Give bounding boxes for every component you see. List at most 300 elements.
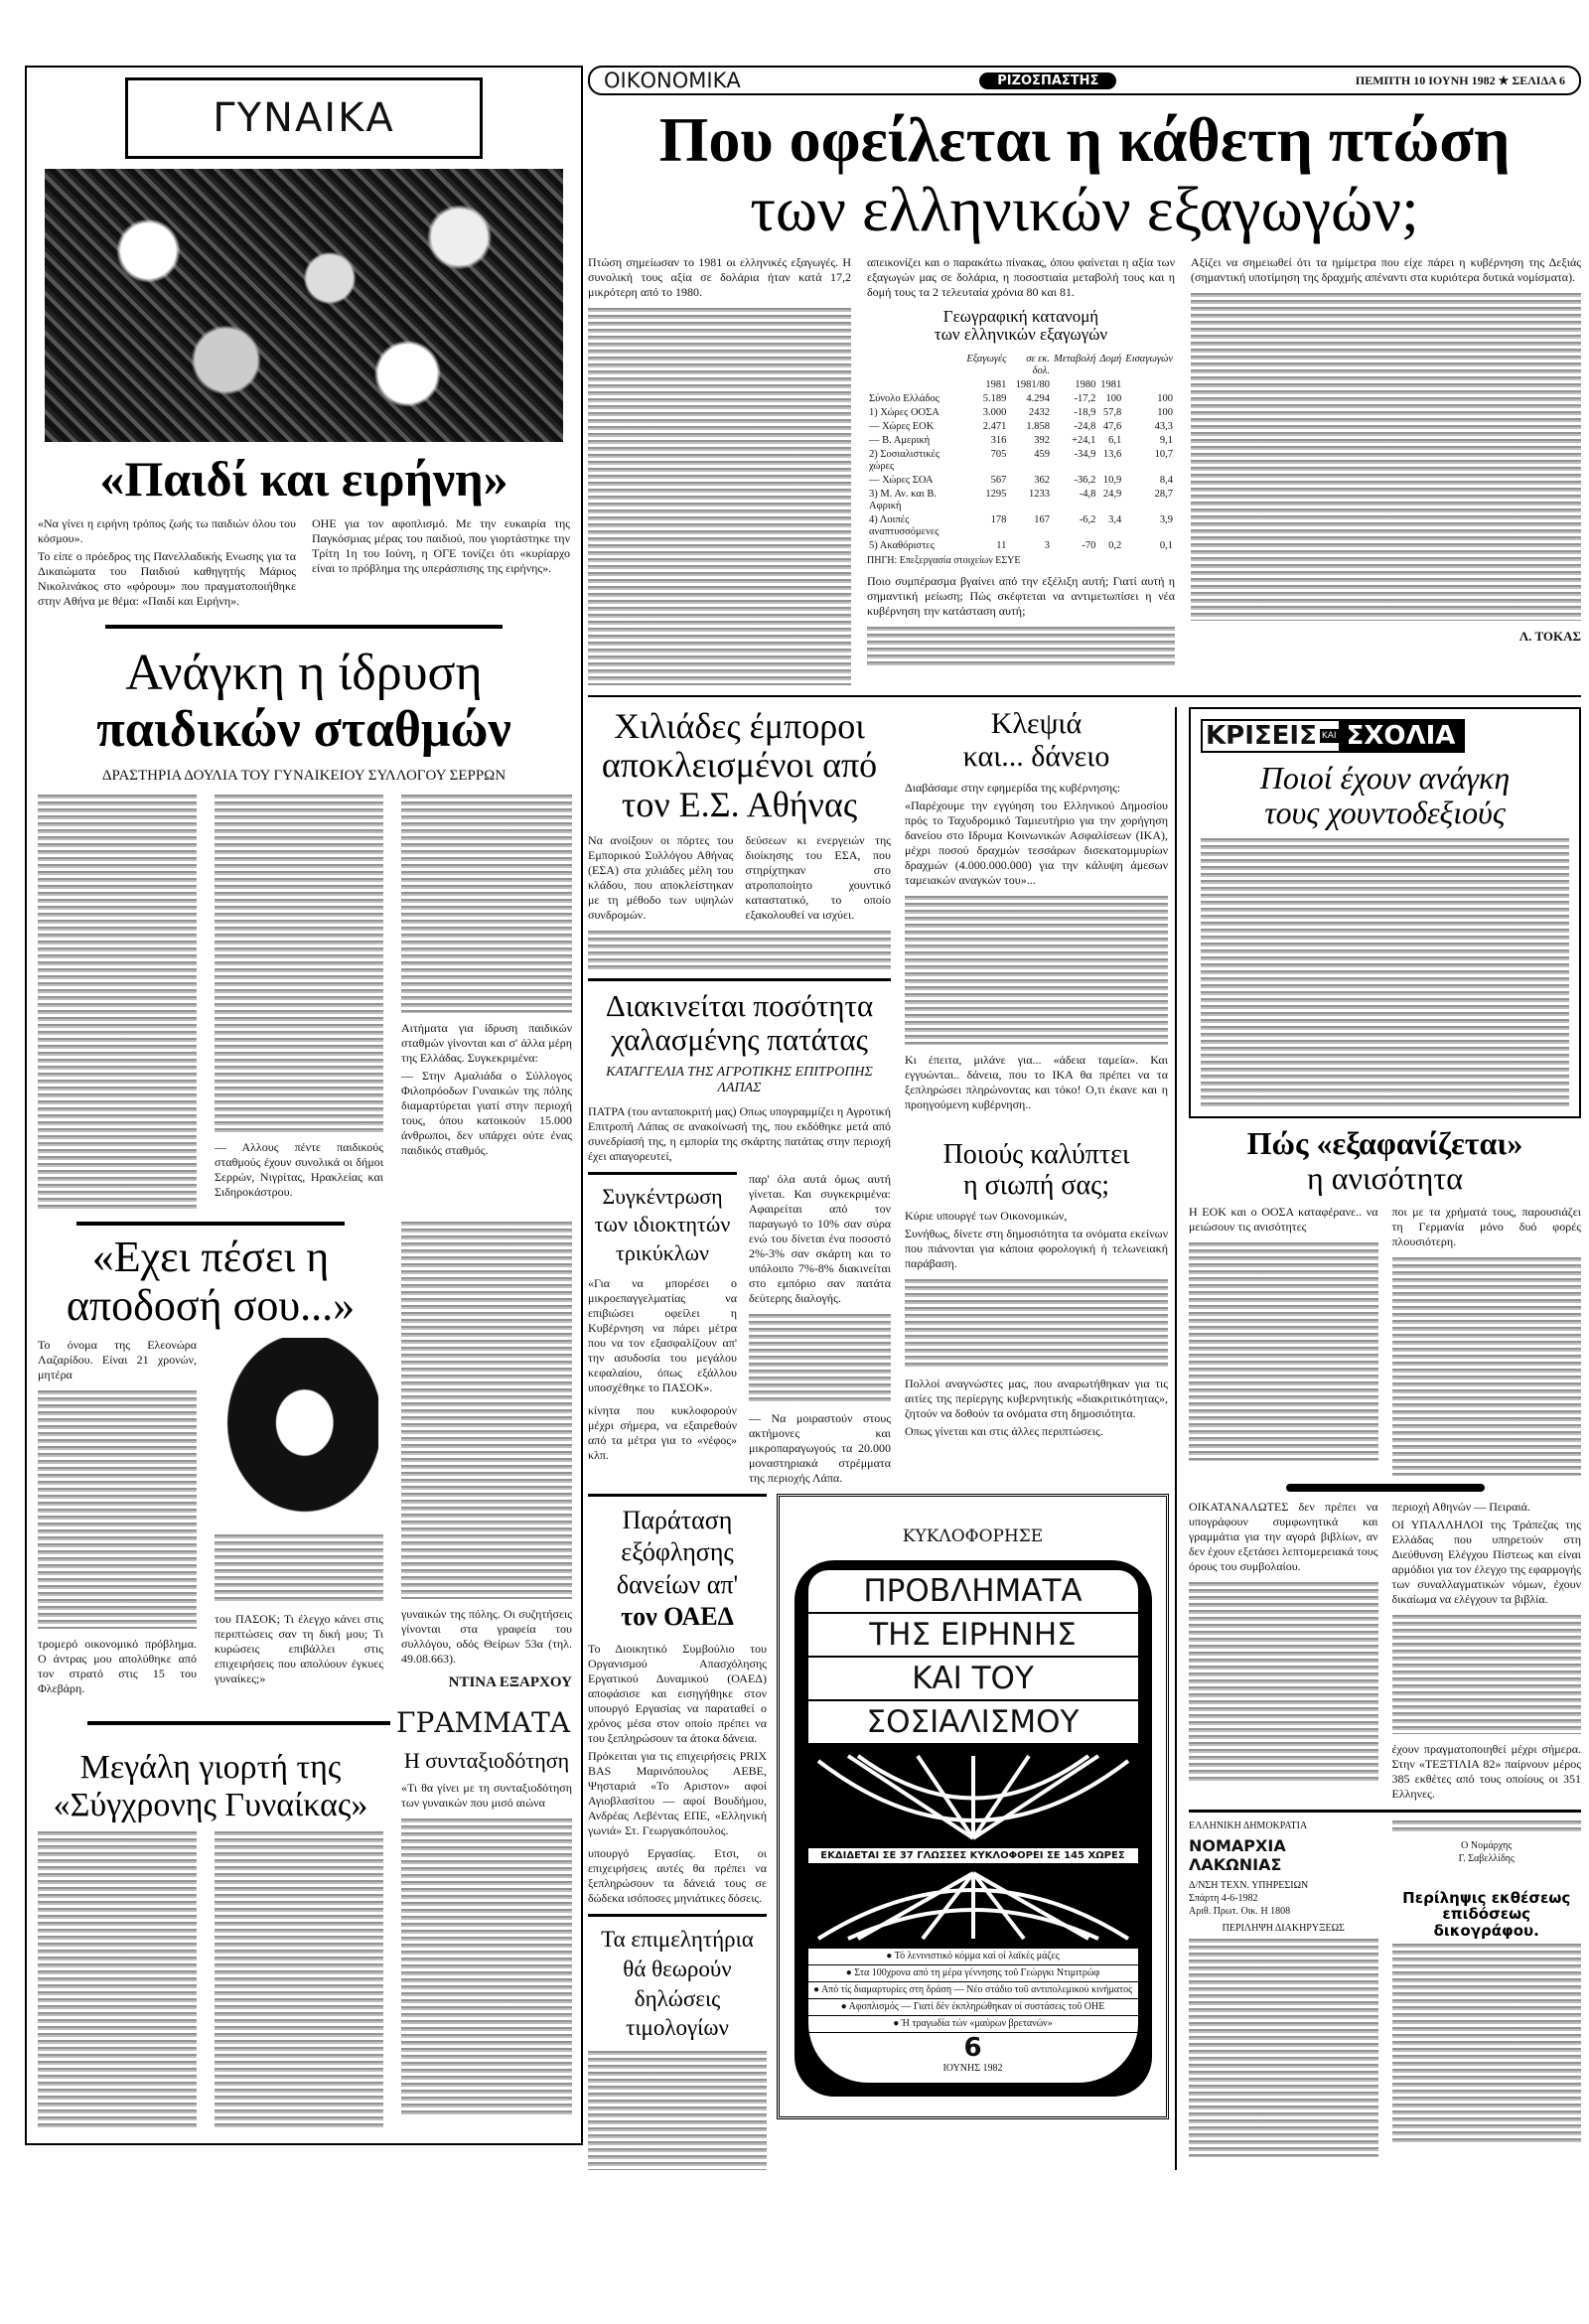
comments-body-texture [1201, 838, 1569, 1106]
woman-portrait-photo [215, 1338, 378, 1526]
middle-col-b [905, 707, 1168, 1440]
pension-headline: Η συνταξιοδότηση [403, 1748, 570, 1774]
potato-body-texture [749, 1314, 891, 1403]
table-cell: 3,4 [1108, 514, 1122, 526]
table-cell: Εισαγωγών [1125, 354, 1173, 365]
peace-headline: «Παιδί και ειρήνη» [99, 451, 508, 507]
exports-table-source: ΠΗΓΗ: Επεξεργασία στοιχείων ΕΣΥΕ [867, 555, 1021, 567]
notices-col1-texture [1189, 1582, 1378, 1781]
silence-paragraph: Πολλοί αναγνώστες μας, που αναρωτήθηκαν για τις αιτίες της περίεργης κυβερνητικής «διακριτικότητας», ζητούν να δοθούν τα ονόματα στη δημοσιότητα. [905, 1377, 1168, 1421]
classified-signer-role: Ο Νομάρχης [1461, 1839, 1513, 1851]
exports-table [867, 353, 1175, 566]
classified-republic: ΕΛΛΗΝΙΚΗ ΔΗΜΟΚΡΑΤΙΑ [1189, 1819, 1308, 1831]
exports-headline-line: των ελληνικών εξαγωγών; [750, 174, 1419, 245]
divider [1189, 1810, 1581, 1813]
table-cell: 3 [1044, 540, 1050, 552]
table-cell: 8,4 [1159, 475, 1173, 487]
table-cell: 2432 [1028, 407, 1050, 419]
inequality-col2 [1392, 1205, 1582, 1476]
merchants-body-col1: Να ανοίξουν οι πόρτες του Εμπορικού Συλλόγου Αθήνας (ΕΣΑ) στα χιλιάδες μέλη του κλάδου, που αποκλείστηκαν με τη μέθοδο των υψηλών συνδρομών. [588, 832, 734, 922]
exports-col1 [588, 255, 851, 685]
inequality-body-col2-texture [1392, 1257, 1582, 1476]
inequality-body [1189, 1205, 1581, 1476]
middle-column [588, 707, 1177, 2171]
table-cell: — Χώρες ΕΟΚ [869, 421, 935, 433]
ad-content-item: ● Από τίς διαμαρτυρίες στη δράση — Νέο στάδιο τοῦ αντιπολεμικού κινήματος [808, 1982, 1138, 1999]
output-col3 [401, 1222, 572, 1691]
table-cell: 1980 [1075, 379, 1096, 391]
table-cell: 5.189 [982, 393, 1007, 405]
table-cell: 57,8 [1102, 407, 1122, 419]
exports-col3 [1191, 255, 1581, 645]
children-crowd-photo [45, 169, 563, 442]
masthead-paper-name: ΡΙΖΟΣΠΑΣΤΗΣ [979, 73, 1116, 89]
divider [588, 1914, 767, 1917]
output-section [38, 1222, 570, 1696]
potato-headline-line: χαλασμένης πατάτας [611, 1021, 868, 1057]
potato-body [749, 1172, 891, 1306]
table-cell: 28,7 [1154, 489, 1173, 501]
exports-body-col1: Πτώση σημείωσαν το 1981 οι ελληνικές εξαγωγές. Η συνολική τους αξία σε δολάρια ήταν κατά 17,2 μικρότερη από το 1980. [588, 254, 851, 299]
table-cell: 9,1 [1159, 435, 1173, 447]
table-cell: 13,6 [1102, 449, 1122, 461]
celebration-body-col1 [38, 1831, 197, 2129]
table-cell: 567 [990, 475, 1007, 487]
silence-body [905, 1209, 1168, 1271]
middle-lower [588, 1494, 1167, 2171]
ad-content-item: ● Στα 100χρονα από τη μέρα γέννησης τοῦ Γεώργκι Ντιμιτρώφ [808, 1965, 1138, 1982]
ad-content-item: ● Αφοπλισμός — Γιατί δέν έκπληρώθηκαν οί συστάσεις τοῦ ΟΗΕ [808, 1999, 1138, 2016]
nursery-body-col3-texture [401, 795, 572, 1013]
nursery-col3 [401, 795, 572, 1158]
magazine-ad [777, 1494, 1169, 2119]
table-cell: 4) Λοιπές αναπτυσσόμενες [869, 514, 939, 538]
masthead-section: ΟΙΚΟΝΟΜΙΚΑ [604, 69, 741, 92]
ad-issue-number: 6 [963, 2032, 982, 2063]
inequality-headline [1189, 1126, 1581, 1196]
output-body-col1-texture [38, 1390, 197, 1629]
notices-col2 [1392, 1500, 1582, 1607]
inequality-body-col1: Η ΕΟΚ και ο ΟΟΣΑ καταφέρανε.. να μειώσουν τις ανισότητες [1189, 1204, 1378, 1234]
right-column [1189, 707, 1581, 2157]
table-cell: — Χώρες ΣΟΑ [869, 475, 934, 487]
theft-headline-line: και... δάνειο [962, 739, 1110, 773]
table-cell: 43,3 [1154, 421, 1173, 433]
theft-headline [905, 707, 1168, 773]
table-cell: 1981 [985, 379, 1007, 391]
globe-grid-icon [808, 1751, 1138, 1840]
output-col3-texture [401, 1222, 572, 1599]
table-header-row [867, 378, 1175, 392]
potato-headline-line: Διακινείται ποσότητα [605, 987, 874, 1023]
table-cell: 3.000 [982, 407, 1007, 419]
nursery-body-col3 [401, 1021, 572, 1158]
classified-signer: Γ. Σαβελλίδης [1458, 1852, 1515, 1864]
nursery-body-col1-texture [38, 795, 197, 1212]
merchants-body-col2: δεύσεων κι ενεργειών της διοίκησης του ΕΣΑ, που στηρίχτηκαν στο ατροποποίητο χουντικό καταστατικό, το οποίο εξακολουθεί να ισχύει. [745, 832, 891, 922]
output-body-col2-texture [215, 1534, 383, 1604]
theft-paragraph: «Παρέχουμε την εγγύηση του Ελληνικού Δημοσίου πρός το Ταχυδρομικό Ταμιευτήριο για την χορήγηση δανείου στο Ιδρυμα Κοινωνικών Ασφαλίσεων (ΙΚΑ), μέχρι ποσού δραχμών τεσσάρων δισεκατομμυρίων δραχμών (4.000.000.000) για την κάλυψη άμεσων ταμειακών αναγκών του»... [905, 798, 1168, 887]
chambers-body-texture [588, 2051, 767, 2170]
comments-label-and: ΚΑΙ [1321, 730, 1337, 741]
summary-title-line: Περίληψις εκθέσεως [1402, 1888, 1571, 1907]
exports-body [588, 255, 1581, 685]
table-cell: σε εκ. δολ. [1026, 354, 1050, 377]
table-row [867, 420, 1175, 434]
comments-label-comments: ΣΧΟΛΙΑ [1339, 721, 1464, 751]
table-cell: 1295 [985, 489, 1007, 501]
merchants-headline-line: τον Ε.Σ. Αθήνας [621, 784, 858, 824]
pension-body: «Τι θα γίνει με τη συνταξιοδότηση των γυναικών που μισό αιώνα [401, 1781, 572, 1811]
tricycles-body: «Για να μπορέσει ο μικροεπαγγελματίας να επιβιώσει οφείλει η Κυβέρνηση να πάρει μέτρα που να τον εξασφαλίζουν απ' την ασυδοσία του μεγάλου κεφαλαίου, όπως εξάλλου υποσχέθηκε το ΠΑΣΟΚ». [588, 1275, 737, 1394]
oaed-headline-line: τον ΟΑΕΔ [621, 1602, 734, 1632]
notice-textile: έχουν πραγματοποιηθεί μέχρι σήμερα. Στην «ΤΕΞΤΙΛΙΑ 82» παίρνουν μέρος 385 εκθέτες από τους οποίους οι 351 Ελληνες. [1391, 1741, 1581, 1801]
table-cell: 24,9 [1102, 489, 1122, 501]
exports-col2 [867, 255, 1175, 666]
classified-notice-texture [1189, 1939, 1378, 2157]
table-cell: +24,1 [1072, 435, 1096, 447]
classified-right-texture [1392, 1820, 1582, 1834]
silence-paragraph: Συνήθως, δίνετε στη δημοσιότητα τα ονόματα εκείνων που πιάνονται για κάποια φορολογική ή τελωνειακή παράβαση. [905, 1227, 1168, 1271]
peace-paragraph: Το είπε ο πρόεδρος της Πανελλαδικής Ενωσης για τα Δικαιώματα του Παιδιού καθηγητής Μάριος Νικολινάκος στο «φόρουμ» που πραγματοποιήθηκε στην Αθήνα με θέμα: «Παιδί και Ειρήνη». [38, 549, 296, 608]
table-cell: 0,2 [1108, 540, 1122, 552]
table-cell: Δομή [1099, 354, 1122, 365]
table-cell: -4,8 [1079, 489, 1096, 501]
exports-body-col1-texture [588, 308, 851, 685]
divider [87, 1721, 390, 1725]
oaed-headline-line: εξόφλησης [621, 1537, 734, 1567]
theft-headline-line: Κλεψιά [990, 706, 1083, 740]
nursery-headline-line: παιδικών σταθμών [96, 701, 511, 759]
classified-signature [1392, 1839, 1582, 1865]
table-row [867, 434, 1175, 448]
table-cell: 178 [990, 514, 1007, 526]
comments-headline-line: Ποιοί έχουν ανάγκη [1259, 759, 1511, 796]
output-body-col1: Το όνομα της Ελεονώρα Λαζαρίδου. Είναι 21 χρονών, μητέρα [38, 1338, 197, 1382]
divider [76, 1222, 345, 1226]
table-row [867, 539, 1175, 553]
output-body-col1b: τρομερό οικονομικό πρόβλημα. Ο άντρας μου απολύθηκε από τον στρατό στις 15 του Φλεβάρη. [38, 1637, 197, 1696]
table-cell: 3) Μ. Αν. και Β. Αφρική [869, 489, 937, 512]
exports-author: Λ. ΤΟΚΑΣ [1518, 628, 1581, 644]
table-cell: 100 [1105, 393, 1122, 405]
oaed-paragraph: Το Διοικητικό Συμβούλιο του Οργανισμού Απασχόλησης Εργατικού Δυναμικού (ΟΑΕΔ) αποφάσισε και εισηγήθηκε στον υπουργό Εργασίας να παραταθεί ο χρόνος μέσα στον οποίο πρέπει να του ξεπληρώσουν τα άτοκα δάνεια. [588, 1641, 767, 1745]
exports-headline-line: Που οφείλεται η κάθετη πτώση [658, 104, 1511, 175]
silence-headline-line: Ποιούς καλύπτει [942, 1138, 1130, 1170]
table-cell: 10,7 [1154, 449, 1173, 461]
nursery-body-col2: — Αλλους πέντε παιδικούς σταθμούς έχουν συνολικά οι δήμοι Σερρών, Νιγρίτας, Ηρακλείας και Σιδηροκάστρου. [215, 1140, 383, 1200]
table-cell: 1981 [1100, 379, 1122, 391]
exports-table-title [867, 308, 1175, 345]
divider [588, 1494, 767, 1497]
oaed-body-end: υπουργό Εργασίας. Ετσι, οι επιχειρήσεις αυτές θα πρέπει να ξεπληρώσουν τα δάνειά τους σε δώδεκα ισόποσες μηνιάτικες δόσεις. [588, 1845, 767, 1905]
comments-headline [1201, 761, 1569, 830]
table-cell: 316 [990, 435, 1007, 447]
divider [105, 625, 503, 629]
ad-content-item: ● Ή τραγωδία τών «μαύρων βρετανών» [808, 2016, 1138, 2033]
chambers-headline-line: Τα επιμελητήρια [601, 1926, 754, 1952]
theft-body [905, 781, 1168, 888]
merchants-headline-line: αποκλεισμένοι από [601, 745, 878, 786]
table-cell: 459 [1034, 449, 1050, 461]
oaed-body [588, 1642, 767, 1838]
women-section-label-box [125, 77, 483, 159]
potato-lead: ΠΑΤΡΑ (του ανταποκριτή μας) Οπως υπογραμμίζει η Αγροτική Επιτροπή Λάπας σε ανακοίνωσή της, που εκδόθηκε μετά από συνεδρίασή της, η εμπορία της σκάρτης πατάτας στην περιοχή έχει απαγορευτεί, [588, 1103, 891, 1163]
silence-body-end [905, 1377, 1168, 1439]
chambers-headline [588, 1925, 767, 2044]
table-title-line: Γεωγραφική κατανομή [942, 306, 1099, 326]
classified-summary-texture [1392, 1944, 1582, 2142]
table-cell: 1.858 [1026, 421, 1050, 433]
oaed-headline-line: δανείων απ' [616, 1569, 739, 1599]
classified-left [1189, 1820, 1378, 2157]
table-cell: 1233 [1028, 489, 1050, 501]
oaed-headline [588, 1505, 767, 1634]
table-cell: -36,2 [1074, 475, 1096, 487]
table-cell: 705 [990, 449, 1007, 461]
potato-headline [588, 989, 891, 1057]
comments-banner [1201, 719, 1465, 753]
divider [1286, 1484, 1485, 1492]
table-cell: 362 [1034, 475, 1050, 487]
ad-title-line: ΠΡΟΒΛΗΜΑΤΑ [808, 1570, 1138, 1614]
output-headline [38, 1234, 383, 1330]
nursery-subtitle: ΔΡΑΣΤΗΡΙΑ ΔΟΥΛΙΑ ΤΟΥ ΓΥΝΑΙΚΕΙΟΥ ΣΥΛΛΟΓΟΥ ΣΕΡΡΩΝ [101, 768, 506, 785]
table-cell [867, 378, 964, 392]
table-cell: 100 [1157, 407, 1173, 419]
classified-right [1392, 1820, 1582, 2143]
exports-body-col2: απεικονίζει και ο παρακάτω πίνακας, όπου φαίνεται η αξία των εξαγωγών μας σε δολάρια, η ποσοστιαία μεταβολή τους και η δομή τους τα 2 τελευταία χρόνια 80 και 81. [867, 254, 1175, 299]
celebration-body-col2 [215, 1831, 383, 2129]
notices-col1-wrap [1189, 1500, 1378, 1781]
theft-body-end: Κι έπειτα, μιλάνε για... «άδεια ταμεία». Και εγγυώνται.. δάνεια, που το ΙΚΑ θα πρέπει να τα ξεπληρώσει πληρώνοντας και τόκο! Ο,τι έκανε και η προηγούμενη κυβέρνηση.. [905, 1052, 1168, 1111]
inequality-headline-line: η ανισότητα [1306, 1160, 1464, 1197]
tricycles-body-end: κίνητα που κυκλοφορούν μέχρι σήμερα, να εξαιρεθούν από τα μέτρα για το «νέφος» κλπ. [588, 1402, 737, 1462]
classified-date: Σπάρτη 4-6-1982 [1189, 1892, 1258, 1904]
table-cell: -34,9 [1074, 449, 1096, 461]
classifieds [1189, 1820, 1581, 2157]
ad-globe [794, 1560, 1152, 2097]
table-cell: 167 [1034, 514, 1050, 526]
table-row [867, 392, 1175, 406]
peace-paragraph: «Να γίνει η ειρήνη τρόπος ζωής τω παιδιών όλου του κόσμου». [38, 516, 296, 545]
table-row [867, 513, 1175, 539]
letters-row [38, 1706, 570, 1739]
peace-body-col1 [38, 516, 296, 609]
divider [588, 1172, 737, 1175]
table-cell: 10,9 [1102, 475, 1122, 487]
notice-consumers: ΟΙΚΑΤΑΝΑΛΩΤΕΣ δεν πρέπει να υπογράφουν συμφωνητικά και γραμμάτια για την αγορά βιβλίων, αν δεν έχουν εξετάσει λεπτομερειακά τους όρους του συμβολαίου. [1189, 1499, 1378, 1573]
table-cell: -17,2 [1074, 393, 1096, 405]
table-cell: — Β. Αμερική [869, 435, 931, 447]
tricycles-headline-line: των ιδιοκτητών [594, 1212, 731, 1237]
nursery-paragraph: — Στην Αμαλιάδα ο Σύλλογος Φιλοπρόοδων Γυναικών της πόλης διαμαρτύρεται γιατί στην περιοχή τους, όπου κατοικούν 15.000 άνθρωποι, δεν υπάρχει ούτε ένας παιδικός σταθμός. [401, 1069, 572, 1158]
ad-title-line: ΚΑΙ ΤΟΥ [808, 1658, 1138, 1701]
tricycles-col [588, 1172, 737, 1463]
output-col2 [215, 1338, 383, 1686]
celebration-section [38, 1749, 570, 2129]
theft-paragraph: Διαβάσαμε στην εφημερίδα της κυβέρνησης: [905, 780, 1121, 795]
notice-paragraph: ΟΙ ΥΠΑΛΛΗΛΟΙ της Τράπεζας της Ελλάδας που υπηρετούν στη Διεύθυνση Ελέγχου Πίστεως και είναι αρμόδιοι για τον έλεγχο της εφαρμογής των συναλλαγματικών νόμων, έχουν δικαίωμα να ελέγχουν τα βιβλία. [1391, 1517, 1581, 1606]
table-cell: 11 [996, 540, 1007, 552]
ad-contents [808, 1949, 1138, 2083]
masthead-date-page: ΠΕΜΠΤΗ 10 ΙΟΥΝΗ 1982 ★ ΣΕΛΙΔΑ 6 [1355, 73, 1565, 87]
ad-kicker: ΚΥΚΛΟΦΟΡΗΣΕ [902, 1525, 1044, 1546]
table-header-row [867, 353, 1175, 378]
exports-data-table [867, 353, 1175, 553]
output-body-col3: γυναικών της πόλης. Οι συζητήσεις γίνονται στα γραφεία του συλλόγου, οδός Θείρων 53α (τηλ. 49.08.663). [401, 1607, 572, 1667]
nursery-body-col1 [38, 795, 197, 1212]
peace-paragraph: ΟΗΕ για τον αφοπλισμό. Με την ευκαιρία της Παγκόσμιας μέρας του παιδιού, που γιορτάστηκε την Τρίτη 1η του Ιούνη, η ΟΓΕ τονίζει ότι «κυρίαρχο είναι το πρόβλημα της υπεράσπισης της ειρήνης». [312, 516, 570, 575]
ad-content-item: ● Τό λενινιστικό κόμμα καί οί λαϊκές μάζες [808, 1949, 1138, 1965]
table-row [867, 488, 1175, 513]
table-cell: -6,2 [1079, 514, 1096, 526]
table-cell: 1981/80 [1015, 379, 1050, 391]
output-headline-line: «Εχει πέσει η [91, 1233, 330, 1282]
chambers-headline-line: δηλώσεις [634, 1985, 721, 2011]
merchants-headline [588, 707, 891, 825]
pension-col [401, 1749, 572, 2116]
peace-body [38, 516, 570, 609]
table-cell: 100 [1157, 393, 1173, 405]
output-author: ΝΤΙΝΑ ΕΞΑΡΧΟΥ [448, 1674, 572, 1691]
table-row [867, 448, 1175, 474]
women-section-label: ΓΥΝΑΙΚΑ [213, 95, 395, 141]
table-cell: Εξαγωγές [966, 354, 1007, 365]
globe-grid-lower-icon [808, 1871, 1138, 1941]
summary-title-line: επιδόσεως δικογράφου. [1433, 1905, 1539, 1940]
merchants-headline-line: Χιλιάδες έμποροι [614, 705, 865, 746]
ad-title [808, 1570, 1138, 1743]
table-cell: -70 [1082, 540, 1096, 552]
ad-title-line: ΣΟΣΙΑΛΙΣΜΟΥ [866, 1703, 1080, 1740]
table-cell: 1) Χώρες ΟΟΣΑ [869, 407, 939, 419]
pension-body-texture [401, 1818, 572, 2116]
output-col1 [38, 1338, 197, 1696]
divider [588, 978, 891, 981]
inequality-col1 [1189, 1205, 1378, 1461]
table-cell: 4.294 [1026, 393, 1050, 405]
table-cell [1123, 378, 1175, 392]
oaed-col [588, 1494, 767, 2171]
tricycles-headline-line: τρικύκλων [616, 1239, 709, 1265]
economics-part [588, 66, 1581, 2170]
silence-body-texture [905, 1279, 1168, 1369]
table-cell: 0,1 [1159, 540, 1173, 552]
potato-subtitle: ΚΑΤΑΓΓΕΛΙΑ ΤΗΣ ΑΓΡΟΤΙΚΗΣ ΕΠΙΤΡΟΠΗΣ ΛΑΠΑΣ [606, 1064, 873, 1095]
exports-body-col2-texture [867, 627, 1175, 666]
exports-body-col3: Αξίζει να σημειωθεί ότι τα ημίμετρα που είχε πάρει η κυβέρνηση της Δεξιάς (σημαντική υποτίμηση της δραχμής απέναντι στα κυριότερα δυτικά νομίσματα). [1191, 254, 1581, 284]
ad-band: ΕΚΔΙΔΕΤΑΙ ΣΕ 37 ΓΛΩΣΣΕΣ ΚΥΚΛΟΦΟΡΕΙ ΣΕ 145 ΧΩΡΕΣ [808, 1848, 1138, 1863]
silence-headline-line: η σιωπή σας; [962, 1169, 1110, 1201]
potato-demand: — Να μοιραστούν στους ακτήμονες και μικροπαραγωγούς τα 20.000 μοναστηριακά στρέμματα της περιοχής Λάπα. [749, 1410, 891, 1485]
exports-body-col3-texture [1191, 293, 1581, 621]
exports-body-col2b: Ποιο συμπέρασμα βγαίνει από την εξέλιξη αυτή; Γιατί αυτή η σημαντική μείωση; Πώς σκέφτεται να αντιμετωπίσει η νέα κυβέρνηση την κατάσταση αυτή; [867, 574, 1175, 619]
nursery-col2 [215, 795, 383, 1200]
celebration-headline [38, 1749, 383, 1823]
nursery-headline-line: Ανάγκη η ίδρυση [125, 645, 483, 701]
table-cell: 3,9 [1159, 514, 1173, 526]
classified-meta [1189, 1879, 1378, 1918]
letters-label: ΓΡΑΜΜΑΤΑ [396, 1706, 570, 1740]
potato-lower [588, 1172, 891, 1486]
celebration-headline-line: Μεγάλη γιορτή της [79, 1749, 342, 1787]
middle-col-a [588, 707, 891, 1486]
notice-paragraph: περιοχή Αθηνών — Πειραιά. [1391, 1499, 1530, 1514]
tricycles-headline-line: Συγκέντρωση [602, 1183, 723, 1209]
table-row [867, 406, 1175, 420]
potato-paragraph: παρ' όλα αυτά όμως αυτή γίνεται. Και συγκεκριμένα: Αφαιρείται από τον παραγωγό το 10% σαν σύρα ενώ του δίνεται ένα ποσοστό 2%-3% σαν σκάρτη και το υπόλοιπο 7%-8% διακινείται στο εμπόριο σαν πατάτα δεύτερης διαλογής. [749, 1171, 891, 1305]
table-cell: 47,6 [1102, 421, 1122, 433]
nursery-headline [38, 645, 570, 758]
ad-title-line: ΤΗΣ ΕΙΡΗΝΗΣ [808, 1614, 1138, 1658]
table-cell: -24,8 [1074, 421, 1096, 433]
classified-dept: Δ/ΝΣΗ ΤΕΧΝ. ΥΠΗΡΕΣΙΩΝ [1189, 1879, 1309, 1891]
output-head [38, 1222, 383, 1330]
exports-headline [588, 105, 1581, 245]
comments-box [1189, 707, 1581, 1118]
left-column [25, 66, 583, 2145]
table-cell: 5) Ακαθόριστες [869, 540, 935, 552]
merchants-body-texture [588, 931, 891, 970]
classified-protocol: Αριθ. Πρωτ. Οικ. Η 1808 [1189, 1905, 1291, 1917]
table-cell: -18,9 [1074, 407, 1096, 419]
comments-headline-line: τους χουντοδεξιούς [1264, 794, 1506, 830]
merchants-body [588, 833, 891, 923]
table-cell: 2) Σοσιαλιστικές χώρες [869, 449, 940, 473]
table-cell: 6,1 [1108, 435, 1122, 447]
masthead-bar [588, 66, 1581, 95]
theft-body-texture [905, 896, 1168, 1045]
table-cell: 392 [1034, 435, 1050, 447]
comments-label-crises: ΚΡΙΣΕΙΣ [1206, 720, 1317, 751]
divider [588, 695, 1581, 697]
nursery-paragraph: Αιτήματα για ίδρυση παιδικών σταθμών γίνονται και σ' άλλα μέρη της Ελλάδας. Συγκεκριμένα: [401, 1021, 572, 1066]
table-cell [867, 353, 964, 378]
middle-upper [588, 707, 1167, 1486]
classified-prefecture: ΝΟΜΑΡΧΙΑ ΛΑΚΩΝΙΑΣ [1189, 1835, 1286, 1874]
silence-headline [905, 1140, 1168, 1202]
celebration-headline-line: «Σύγχρονης Γυναίκας» [53, 1786, 368, 1823]
classified-summary-title [1392, 1890, 1582, 1940]
nursery-body [38, 795, 570, 1212]
chambers-headline-line: τιμολογίων [626, 2015, 729, 2041]
inequality-body-col2: ποι με τα χρήματά τους, παρουσιάζει τη Γερμανία μόνο δυό φορές πλουσιότερη. [1391, 1204, 1581, 1248]
output-body-col2: του ΠΑΣΟΚ; Τι έλεγχο κάνει στις περιπτώσεις σαν τη δική μου; Τι κυρώσεις επιβάλλει στις επιχειρήσεις που απολύουν έγκυες γυναίκες;» [215, 1612, 383, 1686]
table-title-line: των ελληνικών εξαγωγών [934, 325, 1108, 345]
inequality-body-col1-texture [1189, 1242, 1378, 1461]
notices-col2-wrap [1392, 1500, 1582, 1802]
table-cell: Σύνολο Ελλάδος [869, 393, 939, 405]
silence-paragraph: Κύριε υπουργέ των Οικονομικών, [905, 1209, 1068, 1224]
inequality-headline-line: Πώς «εξαφανίζεται» [1246, 1125, 1523, 1162]
silence-paragraph: Οπως γίνεται και στις άλλες περιπτώσεις. [905, 1424, 1103, 1439]
notices-col2-texture [1392, 1615, 1582, 1734]
classified-notice-title: ΠΕΡΙΛΗΨΗ ΔΙΑΚΗΡΥΞΕΩΣ [1222, 1922, 1345, 1934]
table-cell: 2.471 [982, 421, 1007, 433]
chambers-headline-line: θά θεωρούν [623, 1956, 732, 1981]
potato-body-col [749, 1172, 891, 1486]
output-headline-line: αποδοσή σου...» [66, 1280, 356, 1330]
nursery-body-col2-texture [215, 795, 383, 1132]
lower-part [588, 707, 1581, 2171]
oaed-headline-line: Παράταση [622, 1505, 733, 1534]
peace-body-col2 [312, 516, 570, 576]
tricycles-headline [588, 1183, 737, 1268]
notices [1189, 1500, 1581, 1802]
table-cell: Μεταβολή [1053, 354, 1096, 365]
oaed-paragraph: Πρόκειται για τις επιχειρήσεις PRIX BAS Μαρινόπουλος ΑΕΒΕ, Ψησταριά «Το Αριστον» αφοί Αγιοβλασίτου — αφοί Βουδήμου, Ανδρέας Λεβέντας ΕΠΕ, «Ελληνική γωνιά» Στ. Γεωργακόπουλος. [588, 1748, 767, 1837]
